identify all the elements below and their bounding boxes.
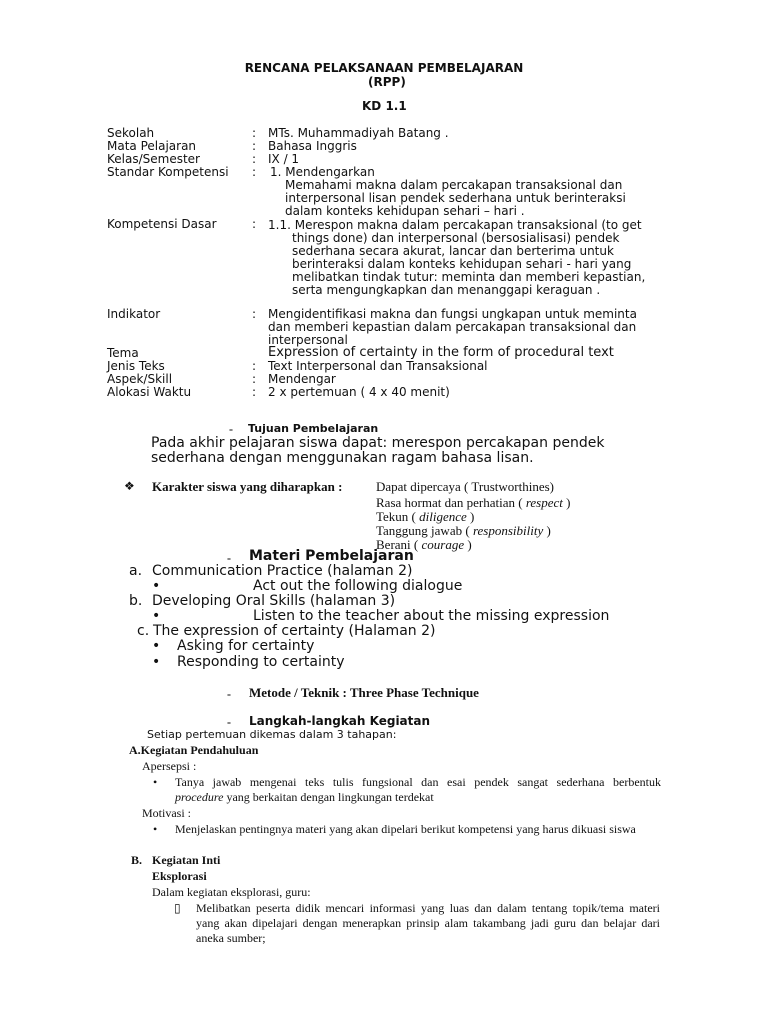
rest-label: Aspek/Skill xyxy=(107,372,173,386)
identity-value: Bahasa Inggris xyxy=(268,139,357,153)
rest-value: Mendengar xyxy=(268,372,336,386)
rest-sep: : xyxy=(252,372,257,386)
box-bullet-icon: ▯ xyxy=(174,901,181,915)
langkah-intro: Setiap pertemuan dikemas dalam 3 tahapan: xyxy=(147,728,397,741)
indikator-sep: : xyxy=(252,307,257,321)
eksplorasi-heading: Eksplorasi xyxy=(152,869,207,883)
tujuan-line: Pada akhir pelajaran siswa dapat: merespon percakapan pendek xyxy=(151,435,605,451)
materi-item-b: Developing Oral Skills (halaman 3) xyxy=(152,593,396,609)
tujuan-line: sederhana dengan menggunakan ragam bahasa lisan. xyxy=(151,450,534,466)
tema-value: Expression of certainty in the form of procedural text xyxy=(268,345,614,360)
materi-item-c-sub: Asking for certainty xyxy=(177,638,315,654)
indikator-line: interpersonal xyxy=(268,333,348,347)
bullet-icon: • xyxy=(152,638,161,654)
kd-label: Kompetensi Dasar xyxy=(107,217,217,231)
bullet-icon: • xyxy=(153,822,158,836)
bullet-icon: • xyxy=(152,578,161,594)
metode-dash: - xyxy=(227,687,231,701)
apersepsi-item-cont: procedure yang berkaitan dengan lingkungan terdekat xyxy=(175,790,434,804)
identity-value: IX / 1 xyxy=(268,152,300,166)
bullet-icon: • xyxy=(153,775,158,789)
kd-line: things done) dan interpersonal (bersosialisasi) pendek xyxy=(292,231,620,245)
rest-value: 2 x pertemuan ( 4 x 40 menit) xyxy=(268,385,450,399)
karakter-item: Berani ( courage ) xyxy=(376,537,472,552)
langkah-heading: Langkah-langkah Kegiatan xyxy=(249,714,431,728)
rest-sep: : xyxy=(252,359,257,373)
karakter-item: Tanggung jawab ( responsibility ) xyxy=(376,523,551,538)
karakter-item: Rasa hormat dan perhatian ( respect ) xyxy=(376,495,571,510)
rest-value: Text Interpersonal dan Transaksional xyxy=(268,359,488,373)
inti-heading: Kegiatan Inti xyxy=(152,853,221,867)
rest-sep: : xyxy=(252,385,257,399)
eksplorasi-line: yang akan dipelajari dengan menerapkan prinsip alam takambang jadi guru dan belajar dari xyxy=(196,916,660,930)
identity-value: 1. Mendengarkan xyxy=(270,165,375,179)
materi-dash: - xyxy=(227,551,231,565)
identity-label: Mata Pelajaran xyxy=(107,139,197,153)
motivasi-item: Menjelaskan pentingnya materi yang akan dipelari berikut kompetensi yang harus dikuasi siswa xyxy=(175,822,636,836)
sk-line: interpersonal lisan pendek sederhana untuk berinteraksi xyxy=(285,191,626,205)
motivasi-label: Motivasi : xyxy=(142,806,192,820)
eksplorasi-line: aneka sumber; xyxy=(196,931,266,945)
materi-heading: Materi Pembelajaran xyxy=(249,548,414,564)
materi-item-c-sub: Responding to certainty xyxy=(177,654,345,670)
diamond-bullet-icon: ❖ xyxy=(124,479,135,493)
kd-line: sederhana secara akurat, lancar dan berterima untuk xyxy=(292,244,614,258)
identity-label: Kelas/Semester xyxy=(107,152,200,166)
indikator-line: dan memberi kepastian dalam percakapan transaksional dan xyxy=(268,320,637,334)
kd-heading: KD 1.1 xyxy=(362,99,407,113)
sk-line: Memahami makna dalam percakapan transaksional dan xyxy=(285,178,623,192)
kd-line: berinteraksi dalam konteks kehidupan sehari - hari yang xyxy=(292,257,632,271)
identity-label: Standar Kompetensi xyxy=(107,165,229,179)
list-mark: c. xyxy=(137,623,150,639)
indikator-label: Indikator xyxy=(107,307,161,321)
indikator-line: Mengidentifikasi makna dan fungsi ungkapan untuk meminta xyxy=(268,307,637,321)
document-title: RENCANA PELAKSANAAN PEMBELAJARAN xyxy=(244,61,524,75)
karakter-item: Dapat dipercaya ( Trustworthines) xyxy=(376,479,554,494)
karakter-item: Tekun ( diligence ) xyxy=(376,509,475,524)
materi-item-c: The expression of certainty (Halaman 2) xyxy=(153,623,436,639)
list-mark: a. xyxy=(129,563,143,579)
kd-line: serta mengungkapkan dan menanggapi keraguan . xyxy=(292,283,601,297)
identity-sep: : xyxy=(252,126,257,140)
identity-sep: : xyxy=(252,152,257,166)
materi-item-a-sub: Act out the following dialogue xyxy=(253,578,463,594)
bullet-icon: • xyxy=(152,654,161,670)
bullet-icon: • xyxy=(152,608,161,624)
kd-line: 1.1. Merespon makna dalam percakapan transaksional (to get xyxy=(268,218,642,232)
apersepsi-label: Apersepsi : xyxy=(142,759,197,773)
identity-sep: : xyxy=(252,139,257,153)
document-subtitle: (RPP) xyxy=(368,75,406,89)
rest-label: Alokasi Waktu xyxy=(107,385,192,399)
tujuan-dash: - xyxy=(229,422,233,436)
apersepsi-item: Tanya jawab mengenai teks tulis fungsional dan esai pendek sangat sederhana berbentuk xyxy=(175,775,661,789)
inti-mark: B. xyxy=(131,853,143,867)
kd-sep: : xyxy=(252,217,257,231)
kd-line: melibatkan tindak tutur: meminta dan memberi kepastian, xyxy=(292,270,646,284)
pendahuluan-heading: A.Kegiatan Pendahuluan xyxy=(129,743,259,757)
list-mark: b. xyxy=(129,593,143,609)
langkah-dash: - xyxy=(227,715,231,729)
tema-label: Tema xyxy=(107,346,139,360)
identity-label: Sekolah xyxy=(107,126,155,140)
metode-heading: Metode / Teknik : Three Phase Technique xyxy=(249,685,479,700)
materi-item-b-sub: Listen to the teacher about the missing expression xyxy=(253,608,610,624)
sk-line: dalam konteks kehidupan sehari – hari . xyxy=(285,204,525,218)
identity-sep: : xyxy=(252,165,257,179)
eksplorasi-intro: Dalam kegiatan eksplorasi, guru: xyxy=(152,885,311,899)
karakter-heading: Karakter siswa yang diharapkan : xyxy=(152,479,343,494)
materi-item-a: Communication Practice (halaman 2) xyxy=(152,563,413,579)
rest-label: Jenis Teks xyxy=(107,359,165,373)
eksplorasi-line: Melibatkan peserta didik mencari informasi yang luas dan dalam tentang topik/tema materi xyxy=(196,901,660,915)
tujuan-heading: Tujuan Pembelajaran xyxy=(248,422,379,435)
identity-value: MTs. Muhammadiyah Batang . xyxy=(268,126,449,140)
